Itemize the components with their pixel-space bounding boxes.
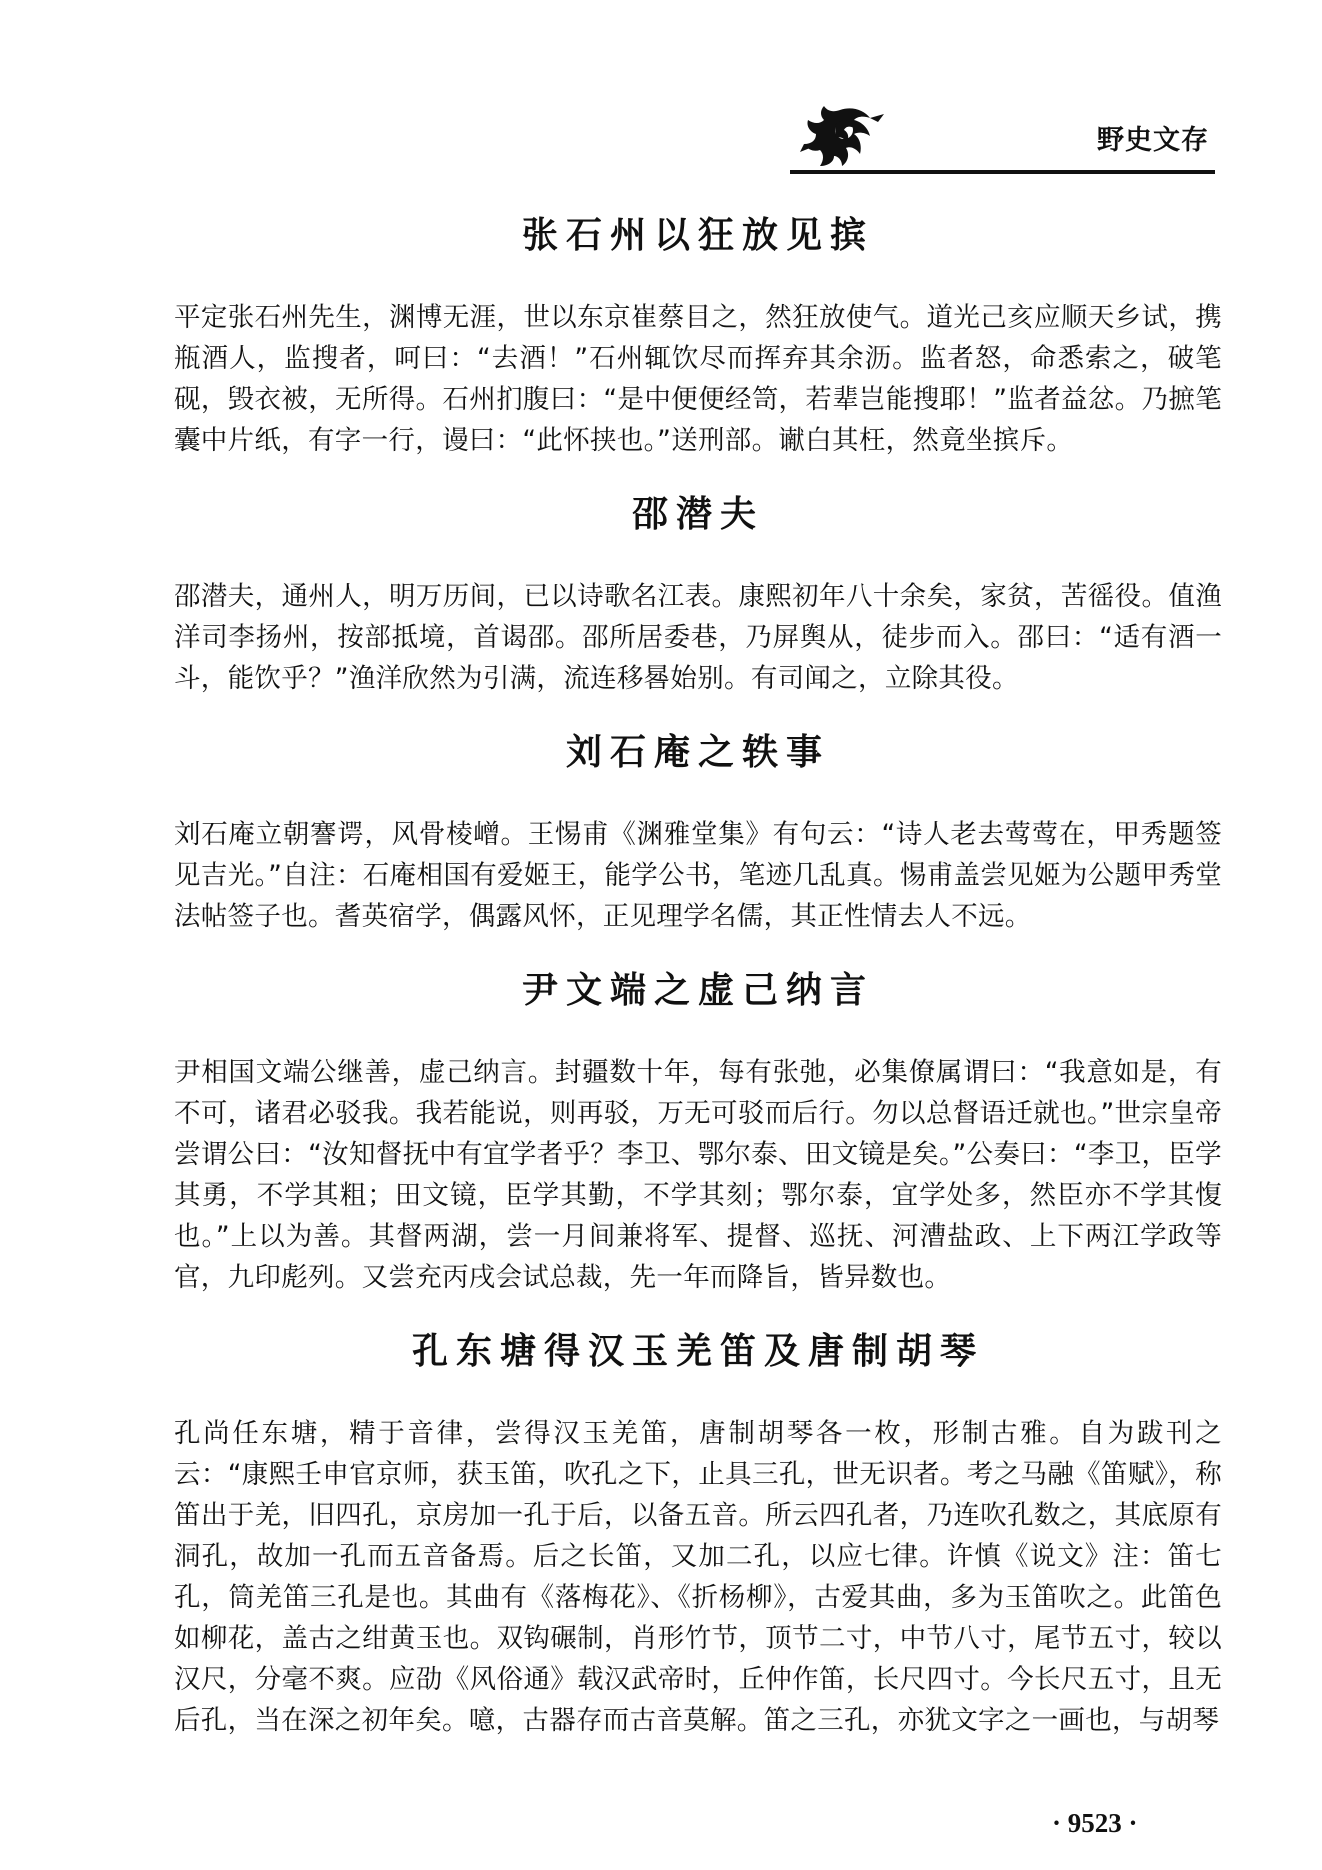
article-title: 邵潜夫	[631, 493, 764, 535]
article-title: 刘石庵之轶事	[565, 731, 830, 773]
article-1	[174, 210, 1222, 461]
article-body: 尹相国文端公继善，虚己纳言。封疆数十年，每有张弛，必集僚属谓曰：“我意如是，有不可，诸君必驳我。我若能说，则再驳，万无可驳而后行。勿以总督语迁就也。”世宗皇帝尝谓公曰：“汝知督抚中有宜学者乎？李卫、鄂尔泰、田文镜是矣。”公奏曰：“李卫，臣学其勇，不学其粗；田文镜，臣学其勤，不学其刻；鄂尔泰，宜学处多，然臣亦不学其愎也。”上以为善。其督两湖，尝一月间兼将军、提督、巡抚、河漕盐政、上下两江学政等官，九印彪列。又尝充丙戌会试总裁，先一年而降旨，皆异数也。	[174, 1057, 1222, 1293]
article-4	[174, 965, 1222, 1298]
article-body: 孔尚任东塘，精于音律，尝得汉玉羌笛，唐制胡琴各一枚，形制古雅。自为跋刊之云：“康熙壬申官京师，获玉笛，吹孔之下，止具三孔，世无识者。考之马融《笛赋》，称笛出于羌，旧四孔，京房加一孔于后，以备五音。所云四孔者，乃连吹孔数之，其底原有洞孔，故加一孔而五音备焉。后之长笛，又加二孔，以应七律。许慎《说文》注：笛七孔，筒羌笛三孔是也。其曲有《落梅花》、《折杨柳》，古爱其曲，多为玉笛吹之。此笛色如柳花，盖古之绀黄玉也。双钩碾制，肖形竹节，顶节二寸，中节八寸，尾节五寸，较以汉尺，分毫不爽。应劭《风俗通》载汉武帝时，丘仲作笛，长尺四寸。今长尺五寸，且无后孔，当在深之初年矣。噫，古器存而古音莫解。笛之三孔，亦犹文字之一画也，与胡琴	[174, 1418, 1222, 1736]
article-body: 平定张石州先生，渊博无涯，世以东京崔蔡目之，然狂放使气。道光己亥应顺天乡试，携瓶酒人，监搜者，呵曰：“去酒！”石州辄饮尽而挥弃其余沥。监者怒，命悉索之，破笔砚，毁衣被，无所得。石州扪腹曰：“是中便便经笥，若辈岂能搜耶！”监者益忿。乃摭笔囊中片纸，有字一行，谩曰：“此怀挟也。”送刑部。谳白其枉，然竟坐摈斥。	[174, 302, 1222, 456]
page-content	[174, 210, 1222, 1769]
article-title: 尹文端之虚己纳言	[521, 969, 874, 1011]
page-number: · 9523 ·	[1052, 1808, 1138, 1838]
article-title: 张石州以狂放见摈	[521, 214, 874, 256]
header-title: 野史文存	[1097, 125, 1209, 156]
article-3	[174, 727, 1222, 937]
article-title: 孔东塘得汉玉羌笛及唐制胡琴	[411, 1330, 984, 1372]
article-2	[174, 489, 1222, 699]
dragon-icon	[800, 104, 886, 168]
article-body: 邵潜夫，通州人，明万历间，已以诗歌名江表。康熙初年八十余矣，家贫，苦徭役。值渔洋司李扬州，按部抵境，首谒邵。邵所居委巷，乃屏舆从，徒步而入。邵曰：“适有酒一斗，能饮乎？”渔洋欣然为引满，流连移晷始别。有司闻之，立除其役。	[174, 581, 1222, 694]
running-header	[790, 104, 1215, 176]
header-rule	[790, 170, 1215, 174]
article-body: 刘石庵立朝謇谔，风骨棱嶒。王惕甫《渊雅堂集》有句云：“诗人老去莺莺在，甲秀题签见吉光。”自注：石庵相国有爱姬王，能学公书，笔迹几乱真。惕甫盖尝见姬为公题甲秀堂法帖签子也。耆英宿学，偶露风怀，正见理学名儒，其正性情去人不远。	[174, 819, 1222, 932]
article-5	[174, 1326, 1222, 1741]
